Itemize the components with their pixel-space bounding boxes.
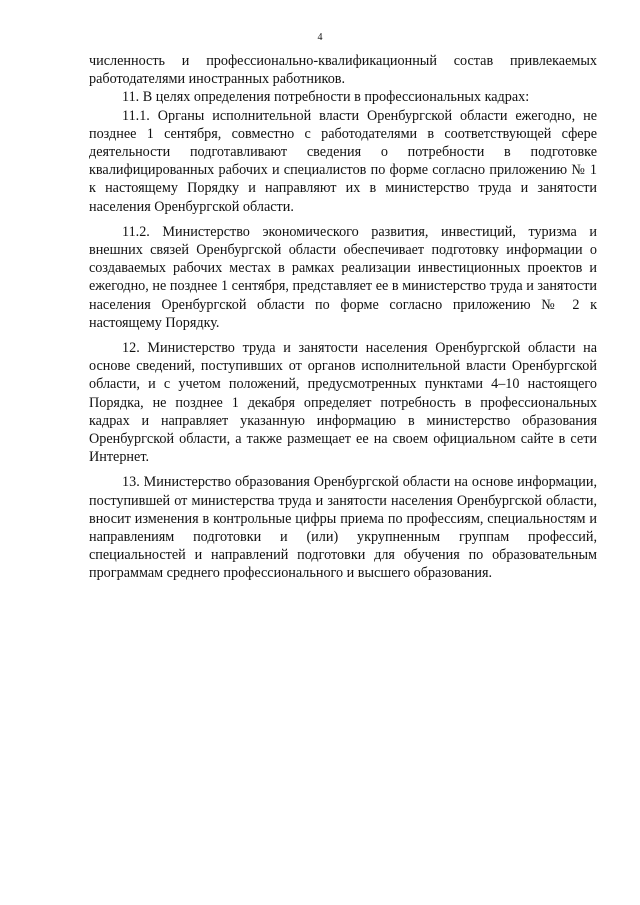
paragraph-11-1: 11.1. Органы исполнительной власти Оренбургской области ежегодно, не позднее 1 сентября, совместно с работодателями в соответствующей сфере деятельности подготавливают сведения о потребности в подготовке квалифицированных рабочих и специалистов по форме согласно приложению № 1 к настоящему Порядку и направляют их в министерство труда и занятости населения Оренбургской области. [89,107,597,215]
paragraph-11: 11. В целях определения потребности в профессиональных кадрах: [122,89,530,106]
paragraph-13: 13. Министерство образования Оренбургской области на основе информации, поступившей от министерства труда и занятости населения Оренбургской области, вносит изменения в контрольные цифры приема по профессиям, специальностям и направлениям подготовки и (или) укрупненным группам профессий, специальностей и направлений подготовки для обучения по образовательным программам среднего профессионального и высшего образования. [89,474,597,582]
paragraph-11-2: 11.2. Министерство экономического развития, инвестиций, туризма и внешних связей Оренбургской области обеспечивает подготовку информации о создаваемых рабочих местах в рамках реализации инвестиционных проектов и ежегодно, не позднее 1 сентября, представляет ее в министерство труда и занятости населения Оренбургской области по форме согласно приложению № 2 к настоящему Порядку. [89,223,597,331]
paragraph-continuation: численность и профессионально-квалификационный состав привлекаемых работодателями иностранных работников. [89,53,597,88]
page-number: 4 [317,32,323,43]
document-body [89,52,597,583]
paragraph-12: 12. Министерство труда и занятости населения Оренбургской области на основе сведений, поступивших от органов исполнительной власти Оренбургской области, и с учетом положений, предусмотренных пунктами 4–10 настоящего Порядка, не позднее 1 декабря определяет потребность в профессиональных кадрах и направляет указанную информацию в министерство образования Оренбургской области, а также размещает ее на своем официальном сайте в сети Интернет. [89,340,597,466]
